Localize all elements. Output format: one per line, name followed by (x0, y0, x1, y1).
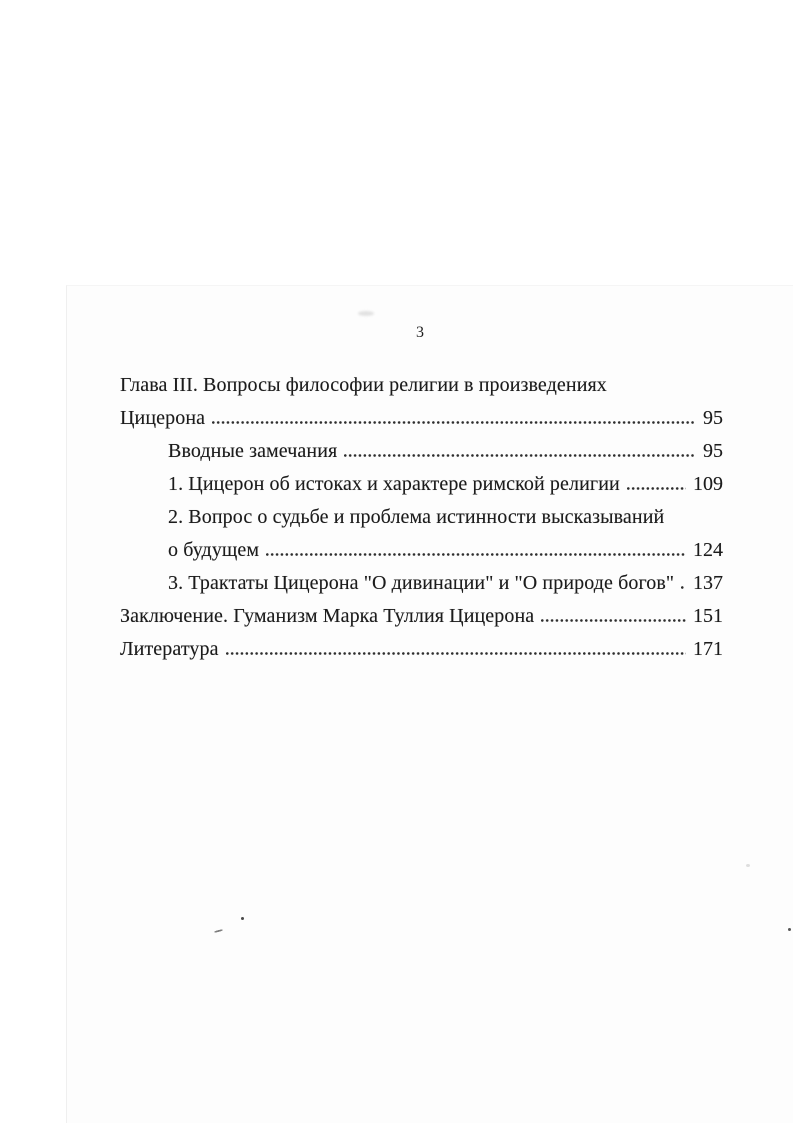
toc-entry-title: Заключение. Гуманизм Марка Туллия Цицерона (120, 605, 535, 627)
toc-entry-title: Цицерона (120, 407, 206, 429)
toc-entry (120, 600, 723, 633)
toc-entry (120, 567, 723, 600)
toc-entry (120, 534, 723, 567)
scan-speck (241, 917, 244, 920)
toc-entry-page-number: 151 (693, 605, 723, 627)
scan-speck (788, 928, 791, 931)
dot-leader (627, 487, 686, 490)
toc-entry-page-number: 95 (703, 440, 723, 462)
dot-leader (226, 652, 686, 655)
toc-entry (120, 501, 723, 534)
toc-entry-page-number: 109 (693, 473, 723, 495)
dot-leader (681, 586, 686, 589)
toc-entry-page-number: 171 (693, 638, 723, 660)
scan-speck (746, 864, 750, 867)
dot-leader (541, 619, 686, 622)
toc-entry-title: о будущем (168, 539, 260, 561)
toc-entry-page-number: 137 (693, 572, 723, 594)
dot-leader (344, 454, 694, 457)
toc-entry-page-number: 95 (703, 407, 723, 429)
dot-leader (212, 421, 694, 424)
dot-leader (266, 553, 686, 556)
toc-entry-title: 3. Трактаты Цицерона "О дивинации" и "О природе богов" (168, 572, 675, 594)
toc-entry-page-number: 124 (693, 539, 723, 561)
table-of-contents (120, 369, 723, 666)
toc-entry-title: 2. Вопрос о судьбе и проблема истинности высказываний (168, 506, 665, 528)
toc-entry-title: 1. Цицерон об истоках и характере римской религии (168, 473, 620, 495)
toc-entry (120, 633, 723, 666)
toc-entry (120, 435, 723, 468)
scan-smudge (358, 311, 374, 316)
toc-entry-title: Литература (120, 638, 219, 660)
toc-entry (120, 468, 723, 501)
toc-entry (120, 369, 723, 402)
page-number: 3 (416, 324, 424, 341)
toc-entry (120, 402, 723, 435)
toc-entry-title: Вводные замечания (168, 440, 338, 462)
toc-entry-title: Глава III. Вопросы философии религии в произведениях (120, 374, 607, 396)
